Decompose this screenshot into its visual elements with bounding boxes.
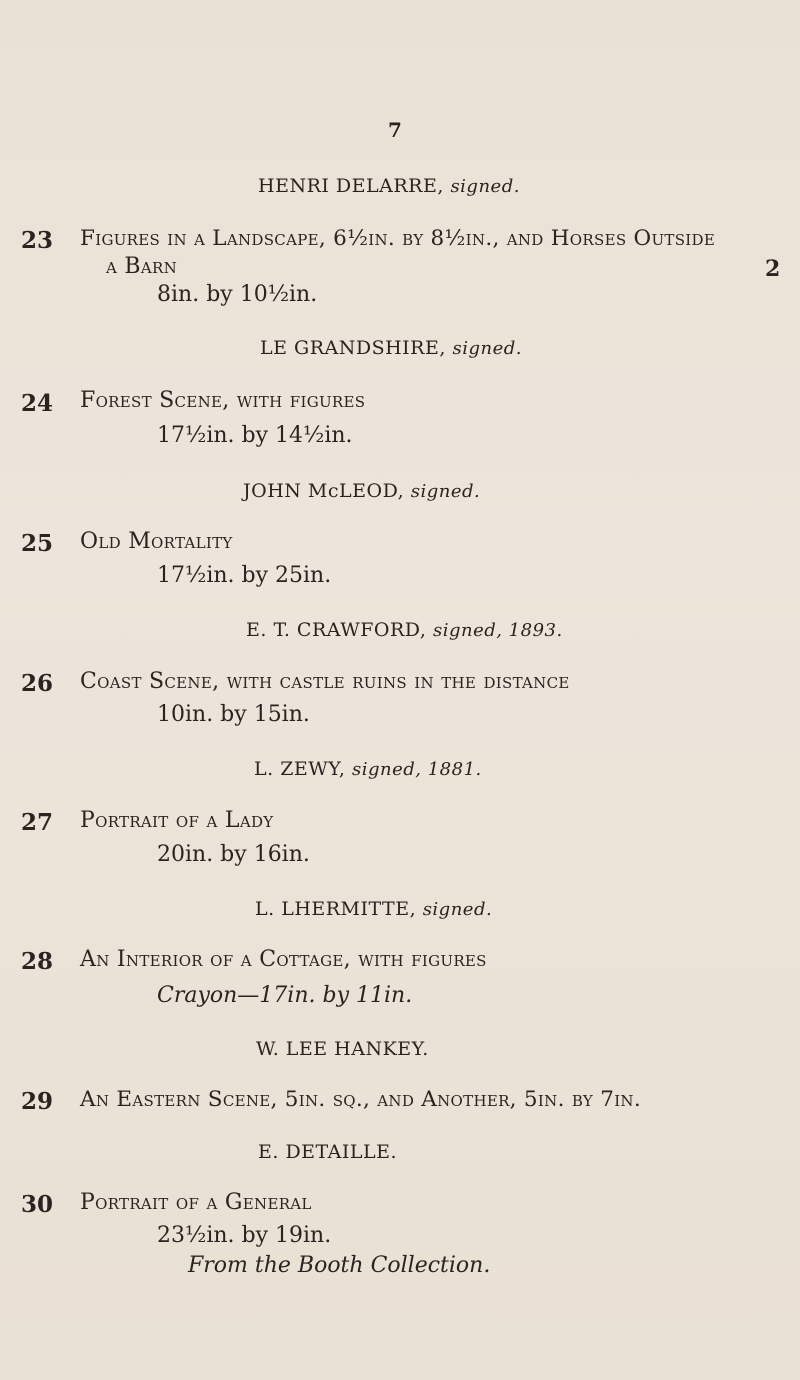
artist-heading — [260, 337, 522, 359]
artist-heading — [256, 1038, 429, 1060]
artist-name: L. ZEWY, — [254, 758, 346, 780]
lot-title: Figures in a Landscape, 6½in. by 8½in., and Horses Outside — [80, 226, 716, 251]
lot-dimensions: 10in. by 15in. — [157, 702, 310, 727]
lot-number: 28 — [21, 948, 54, 975]
lot-number: 30 — [21, 1191, 54, 1218]
artist-name: W. LEE HANKEY. — [256, 1038, 429, 1060]
artist-name: L. LHERMITTE, — [255, 898, 417, 920]
lot-dimensions: 8in. by 10½in. — [157, 282, 318, 307]
lot-dimensions: 17½in. by 14½in. — [157, 423, 353, 448]
lot-dimensions: 23½in. by 19in. — [157, 1223, 332, 1248]
artist-heading — [254, 758, 482, 780]
artist-heading — [258, 1141, 397, 1163]
page-number: 7 — [388, 118, 402, 142]
artist-heading — [246, 619, 563, 641]
artist-heading — [258, 175, 520, 197]
signature-note: signed. — [452, 338, 522, 359]
lot-number: 27 — [21, 809, 54, 836]
lot-title: Forest Scene, with figures — [80, 388, 366, 413]
provenance-note: From the Booth Collection. — [188, 1253, 491, 1278]
lot-quantity: 2 — [765, 256, 781, 282]
artist-name: E. DETAILLE. — [258, 1141, 398, 1163]
lot-number: 26 — [21, 670, 54, 697]
lot-dimensions: 20in. by 16in. — [157, 842, 310, 867]
lot-title: Coast Scene, with castle ruins in the distance — [80, 669, 570, 694]
signature-note: signed, 1893. — [432, 620, 563, 641]
lot-title: Portrait of a Lady — [80, 808, 274, 833]
lot-number: 25 — [21, 530, 54, 557]
lot-dimensions: 17½in. by 25in. — [157, 563, 332, 588]
lot-title: An Interior of a Cottage, with figures — [80, 947, 487, 972]
artist-name: HENRI DELARRE, — [258, 175, 444, 197]
lot-number: 23 — [21, 227, 54, 254]
lot-number: 29 — [21, 1088, 54, 1115]
lot-title: An Eastern Scene, 5in. sq., and Another, 5in. by 7in. — [80, 1087, 641, 1112]
lot-title: Portrait of a General — [80, 1190, 312, 1215]
lot-number: 24 — [21, 390, 54, 417]
signature-note: signed, 1881. — [351, 759, 482, 780]
artist-name: JOHN McLEOD, — [243, 480, 405, 502]
lot-title: Old Mortality — [80, 529, 233, 554]
signature-note: signed. — [410, 481, 481, 502]
signature-note: signed. — [422, 899, 493, 920]
artist-heading — [243, 480, 480, 502]
artist-heading — [255, 898, 492, 920]
lot-dimensions: Crayon—17in. by 11in. — [157, 983, 413, 1008]
artist-name: LE GRANDSHIRE, — [260, 337, 446, 359]
lot-title-continued: a Barn — [106, 254, 178, 279]
signature-note: signed. — [450, 176, 520, 197]
artist-name: E. T. CRAWFORD, — [246, 619, 427, 641]
